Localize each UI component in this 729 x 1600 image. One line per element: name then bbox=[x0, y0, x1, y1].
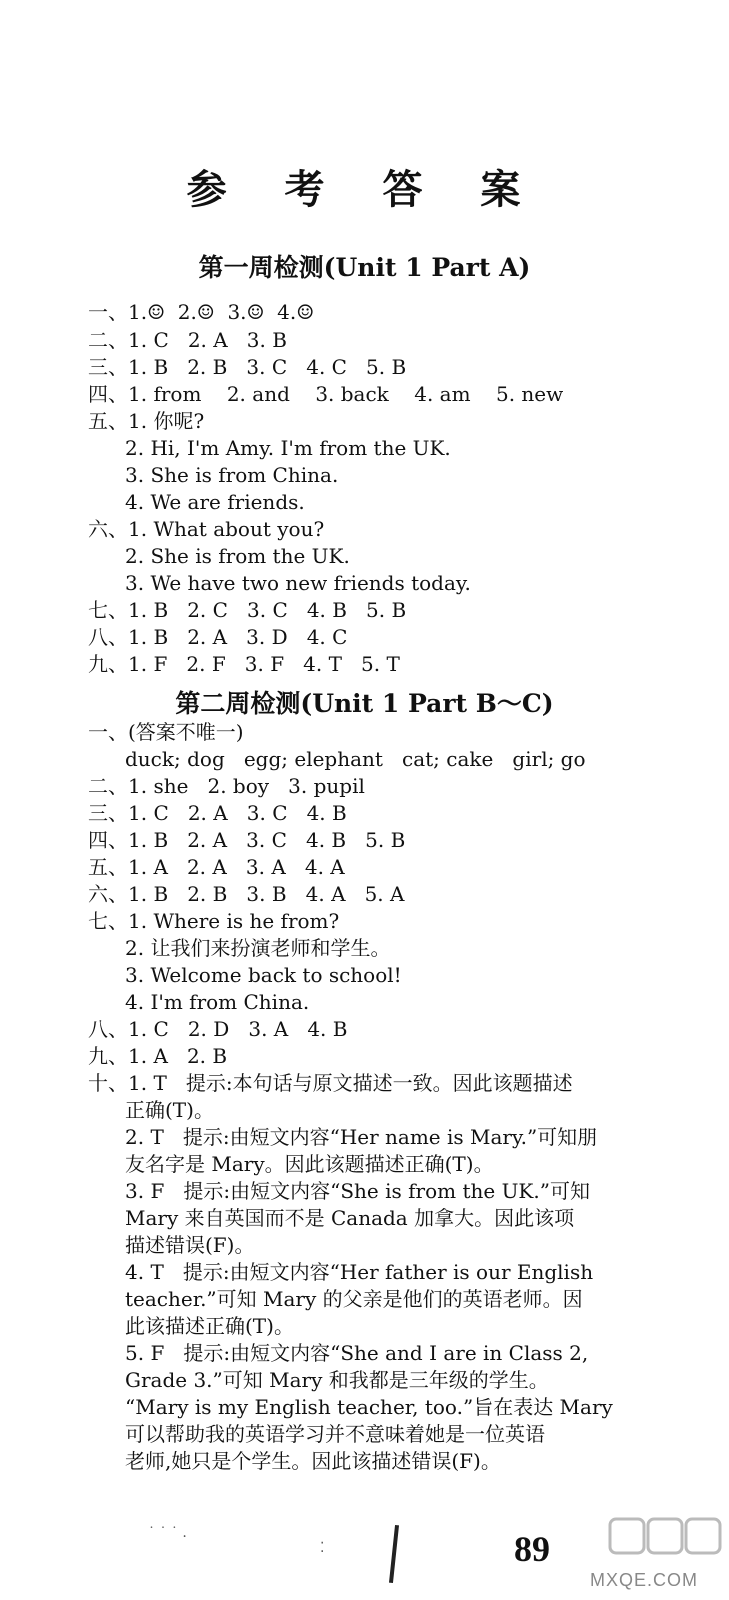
answer-line: 3. We have two new friends today. bbox=[125, 571, 471, 595]
answer-line: “Mary is my English teacher, too.”旨在表达 Mary bbox=[125, 1395, 613, 1419]
answer-line: 五、1. A 2. A 3. A 4. A bbox=[88, 855, 345, 879]
page-title: 参 考 答 案 bbox=[186, 166, 543, 213]
answer-line: 三、1. C 2. A 3. C 4. B bbox=[88, 801, 347, 825]
answer-line: duck; dog egg; elephant cat; cake girl; go bbox=[125, 747, 586, 771]
answer-line: Grade 3.”可知 Mary 和我都是三年级的学生。 bbox=[125, 1368, 549, 1392]
answer-line: 2. Hi, I'm Amy. I'm from the UK. bbox=[125, 436, 451, 460]
answer-line: 4. I'm from China. bbox=[125, 990, 310, 1014]
answer-line: 正确(T)。 bbox=[125, 1098, 214, 1122]
answer-line: 3. She is from China. bbox=[125, 463, 339, 487]
answer-line: 五、1. 你呢? bbox=[88, 409, 205, 433]
scan-speckles: ⁚ bbox=[320, 1540, 325, 1556]
answer-line: 四、1. B 2. A 3. C 4. B 5. B bbox=[88, 828, 406, 852]
answer-line: 六、1. B 2. B 3. B 4. A 5. A bbox=[88, 882, 405, 906]
answer-line: 十、1. T 提示:本句话与原文描述一致。因此该题描述 bbox=[88, 1071, 573, 1095]
answer-line: 描述错误(F)。 bbox=[125, 1233, 255, 1257]
answer-line: 2. T 提示:由短文内容“Her name is Mary.”可知朋 bbox=[125, 1125, 598, 1149]
watermark-text: MXQE.COM bbox=[590, 1570, 699, 1590]
answer-line: 3. F 提示:由短文内容“She is from the UK.”可知 bbox=[125, 1179, 590, 1203]
answer-line: 八、1. B 2. A 3. D 4. C bbox=[88, 625, 348, 649]
answer-line: 二、1. C 2. A 3. B bbox=[88, 328, 287, 352]
answer-line: 一、(答案不唯一) bbox=[88, 720, 244, 744]
answer-line: 2. 让我们来扮演老师和学生。 bbox=[125, 936, 391, 960]
answer-line: 九、1. A 2. B bbox=[88, 1044, 228, 1068]
answer-line: 4. T 提示:由短文内容“Her father is our English bbox=[125, 1260, 594, 1284]
answer-line: Mary 来自英国而不是 Canada 加拿大。因此该项 bbox=[125, 1206, 575, 1230]
page-number: 89 bbox=[514, 1529, 550, 1569]
section-heading-week1: 第一周检测(Unit 1 Part A) bbox=[198, 253, 531, 282]
answer-line: teacher.”可知 Mary 的父亲是他们的英语老师。因 bbox=[125, 1287, 583, 1311]
answer-line: 5. F 提示:由短文内容“She and I are in Class 2, bbox=[125, 1341, 589, 1365]
answer-line: 一、1.☺ 2.☺ 3.☺ 4.☺ bbox=[88, 300, 315, 324]
answer-line: 三、1. B 2. B 3. C 4. C 5. B bbox=[88, 355, 407, 379]
answer-line: 八、1. C 2. D 3. A 4. B bbox=[88, 1017, 348, 1041]
scan-speckles: ˙ ˙ ˙ . bbox=[148, 1525, 187, 1541]
answer-line: 4. We are friends. bbox=[125, 490, 305, 514]
answer-line: 七、1. Where is he from? bbox=[88, 909, 340, 933]
pen-mark bbox=[389, 1525, 399, 1583]
answer-line: 四、1. from 2. and 3. back 4. am 5. new bbox=[88, 382, 564, 406]
answer-line: 六、1. What about you? bbox=[88, 517, 325, 541]
answer-line: 二、1. she 2. boy 3. pupil bbox=[88, 774, 365, 798]
section-heading-week2: 第二周检测(Unit 1 Part B～C) bbox=[175, 689, 554, 718]
answer-line: 此该描述正确(T)。 bbox=[125, 1314, 294, 1338]
answer-line: 老师,她只是个学生。因此该描述错误(F)。 bbox=[125, 1449, 501, 1473]
answer-line: 可以帮助我的英语学习并不意味着她是一位英语 bbox=[125, 1422, 545, 1446]
answer-line: 3. Welcome back to school! bbox=[125, 963, 402, 987]
answer-line: 九、1. F 2. F 3. F 4. T 5. T bbox=[88, 652, 400, 676]
answer-line: 2. She is from the UK. bbox=[125, 544, 350, 568]
answer-line: 友名字是 Mary。因此该题描述正确(T)。 bbox=[125, 1152, 494, 1176]
answer-line: 七、1. B 2. C 3. C 4. B 5. B bbox=[88, 598, 407, 622]
